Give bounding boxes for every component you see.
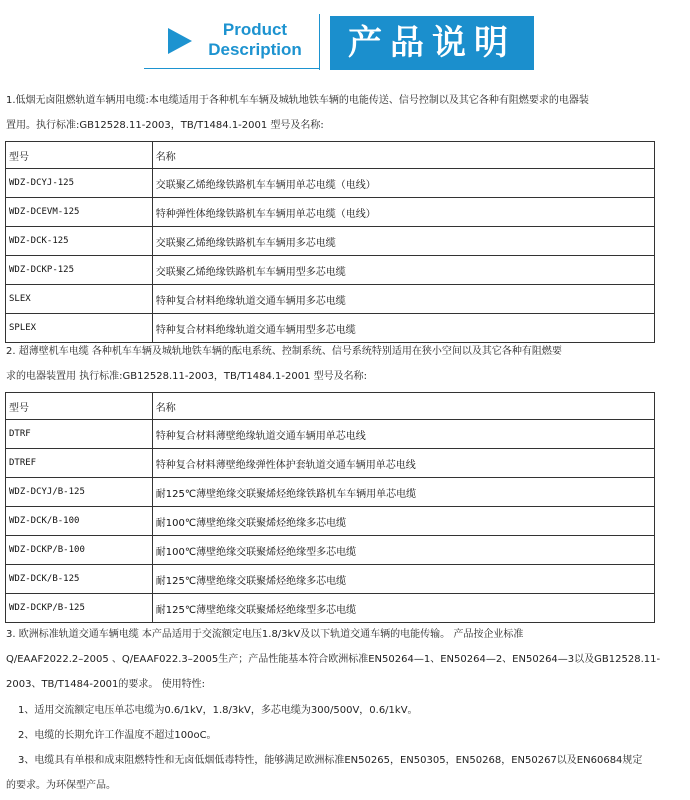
section1-line1: 1.低烟无卤阻燃轨道车辆用电缆:本电缆适用于各种机车车辆及城轨地铁车辆的电能传送、信号控制以及其它各种有阻燃要求的电器装 xyxy=(6,95,589,106)
section2-line1: 2. 超薄壁机车电缆 各种机车车辆及城轨地铁车辆的酝电系统、控制系统、信号系统特别适用在狭小空间以及其它各种有阻燃要 xyxy=(6,346,562,357)
table-row xyxy=(6,420,655,449)
model-column-header: 型号 xyxy=(6,142,153,169)
model-cell: WDZ-DCKP/B-125 xyxy=(6,594,153,623)
model-cell: SLEX xyxy=(6,285,153,314)
name-cell: 特种复合材料绝缘轨道交通车辆用多芯电缆 xyxy=(152,285,654,314)
table-row xyxy=(6,449,655,478)
table-row xyxy=(6,507,655,536)
model-cell: WDZ-DCK-125 xyxy=(6,227,153,256)
name-cell: 交联聚乙烯绝缘铁路机车车辆用型多芯电缆 xyxy=(152,256,654,285)
name-cell: 耐100℃薄壁绝缘交联聚烯烃绝缘多芯电缆 xyxy=(152,507,654,536)
name-cell: 耐125℃薄壁绝缘交联聚烯烃绝缘型多芯电缆 xyxy=(152,594,654,623)
name-cell: 交联聚乙烯绝缘铁路机车车辆用单芯电缆（电线） xyxy=(152,169,654,198)
table-row xyxy=(6,227,655,256)
name-column-header: 名称 xyxy=(152,393,654,420)
table-row xyxy=(6,169,655,198)
header-english-title xyxy=(200,20,310,60)
table-header-row xyxy=(6,393,655,420)
feature-item-3-line2: 的要求。为环保型产品。 xyxy=(6,780,116,791)
model-cell: WDZ-DCKP/B-100 xyxy=(6,536,153,565)
header-divider xyxy=(319,14,320,70)
model-cell: WDZ-DCYJ-125 xyxy=(6,169,153,198)
section2-model-table xyxy=(5,392,655,623)
section1-line2: 置用。执行标准:GB12528.11-2003，TB/T1484.1-2001 型号及名称: xyxy=(6,120,324,131)
name-cell: 耐125℃薄壁绝缘交联聚烯烃绝缘铁路机车车辆用单芯电缆 xyxy=(152,478,654,507)
table-row xyxy=(6,594,655,623)
header-en-line1: Product xyxy=(222,20,288,39)
model-cell: DTRF xyxy=(6,420,153,449)
table-row xyxy=(6,565,655,594)
model-cell: WDZ-DCK/B-125 xyxy=(6,565,153,594)
table-row xyxy=(6,285,655,314)
name-cell: 特种复合材料绝缘轨道交通车辆用型多芯电缆 xyxy=(152,314,654,343)
name-column-header: 名称 xyxy=(152,142,654,169)
model-cell: WDZ-DCEVM-125 xyxy=(6,198,153,227)
section2-intro xyxy=(6,339,674,389)
model-cell: WDZ-DCYJ/B-125 xyxy=(6,478,153,507)
model-cell: DTREF xyxy=(6,449,153,478)
name-cell: 特种复合材料薄壁绝缘轨道交通车辆用单芯电线 xyxy=(152,420,654,449)
name-cell: 特种复合材料薄壁绝缘弹性体护套轨道交通车辆用单芯电线 xyxy=(152,449,654,478)
section3-intro xyxy=(6,622,674,697)
product-description-header xyxy=(0,0,690,82)
name-cell: 耐125℃薄壁绝缘交联聚烯烃绝缘多芯电缆 xyxy=(152,565,654,594)
header-chinese-title: 产品说明 xyxy=(330,16,534,70)
name-cell: 特种弹性体绝缘铁路机车车辆用单芯电缆（电线） xyxy=(152,198,654,227)
feature-item-2: 2、电缆的长期允许工作温度不超过100oC。 xyxy=(18,730,217,741)
model-cell: WDZ-DCK/B-100 xyxy=(6,507,153,536)
name-cell: 交联聚乙烯绝缘铁路机车车辆用多芯电缆 xyxy=(152,227,654,256)
feature-item-1: 1、适用交流额定电压单芯电缆为0.6/1kV，1.8/3kV，多芯电缆为300/500V，0.6/1kV。 xyxy=(18,705,418,716)
model-cell: WDZ-DCKP-125 xyxy=(6,256,153,285)
name-cell: 耐100℃薄壁绝缘交联聚烯烃绝缘型多芯电缆 xyxy=(152,536,654,565)
feature-item-3-line1: 3、电缆具有单根和成束阻燃特性和无卤低烟低毒特性，能够满足欧洲标准EN50265，EN50305，EN50268，EN50267以及EN60684规定 xyxy=(18,755,643,766)
table-row xyxy=(6,198,655,227)
table-row xyxy=(6,536,655,565)
table-header-row xyxy=(6,142,655,169)
section2-line2: 求的电器装置用 执行标准:GB12528.11-2003，TB/T1484.1-2001 型号及名称: xyxy=(6,371,367,382)
header-en-line2: Description xyxy=(208,40,302,59)
section3-line2: Q/EAAF2022.2–2005 、Q/EAAF022.3–2005生产；产品性能基本符合欧洲标准EN50264—1、EN50264—2、EN50264—3以及GB12528.11- xyxy=(6,654,661,665)
header-underline xyxy=(144,68,320,69)
model-cell: SPLEX xyxy=(6,314,153,343)
play-arrow-icon xyxy=(168,28,192,54)
section3-line1: 3. 欧洲标准轨道交通车辆电缆 本产品适用于交流额定电压1.8/3kV及以下轨道交通车辆的电能传输。 产品按企业标准 xyxy=(6,629,524,640)
section1-model-table xyxy=(5,141,655,343)
table-row xyxy=(6,256,655,285)
model-column-header: 型号 xyxy=(6,393,153,420)
section1-intro xyxy=(6,88,674,138)
table-row xyxy=(6,478,655,507)
section3-line3: 2003、TB/T1484-2001的要求。 使用特性: xyxy=(6,679,205,690)
